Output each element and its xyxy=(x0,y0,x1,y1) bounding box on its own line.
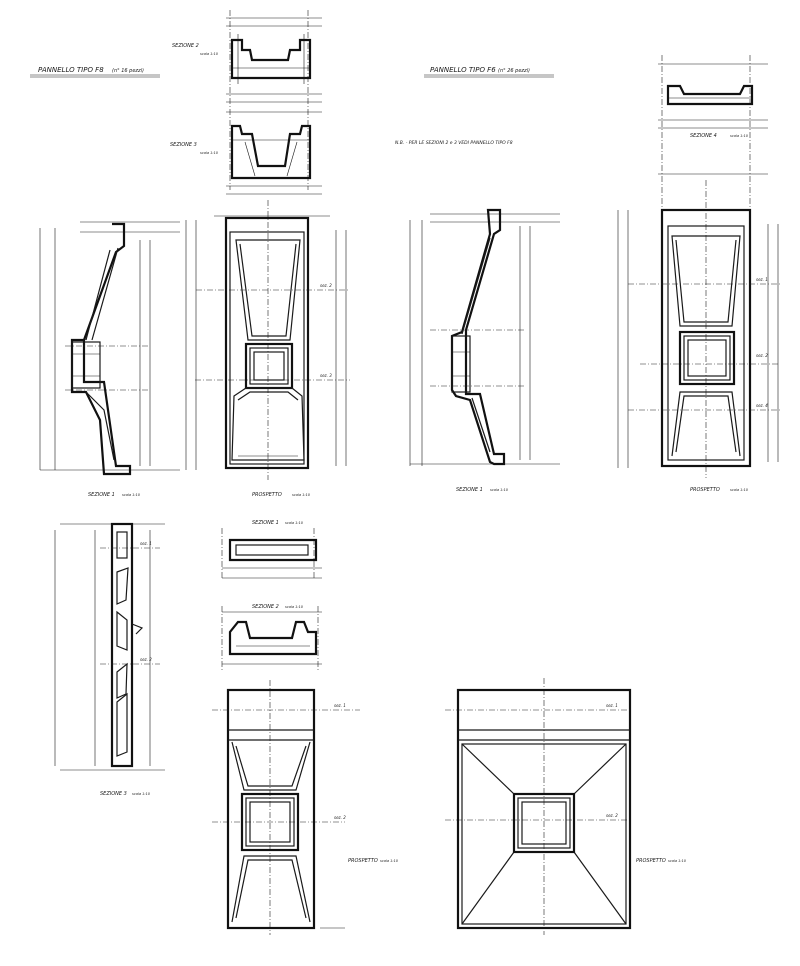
section-mark: sez. 2 xyxy=(334,815,346,820)
section-label: PROSPETTO xyxy=(348,858,378,864)
scale-label: scala 1:10 xyxy=(730,134,748,138)
title-panel-f8 xyxy=(30,66,160,77)
section-2-bottom xyxy=(222,604,322,670)
scale-label: scala 1:10 xyxy=(730,488,748,492)
section-mark: sez. 3 xyxy=(320,373,332,378)
section-label: SEZIONE 1 xyxy=(252,520,279,526)
title-panel-f6 xyxy=(424,66,554,77)
elevation-f8 xyxy=(186,200,350,498)
section-mark: sez. 2 xyxy=(756,353,768,358)
section-1-right xyxy=(410,210,560,493)
elevation-f6 xyxy=(618,180,780,493)
scale-label: scala 1:10 xyxy=(285,521,303,525)
section-label: PROSPETTO xyxy=(690,487,720,493)
nb-note: N.B. - PER LE SEZIONI 2 e 3 VEDI PANNELLO TIPO F8 xyxy=(395,141,513,146)
section-4-top xyxy=(658,55,768,210)
scale-label: scala 1:10 xyxy=(668,859,686,863)
scale-label: scala 1:10 xyxy=(292,493,310,497)
scale-label: scala 1:10 xyxy=(200,151,218,155)
section-label: SEZIONE 3 xyxy=(100,791,127,797)
scale-label: scala 1:10 xyxy=(122,493,140,497)
section-label: SEZIONE 4 xyxy=(690,133,717,139)
section-1-bottom xyxy=(222,520,322,580)
scale-label: scala 1:10 xyxy=(490,488,508,492)
title-text: PANNELLO TIPO F6 xyxy=(430,66,496,74)
section-label: PROSPETTO xyxy=(252,492,282,498)
section-mark: sez. 1 xyxy=(606,703,618,708)
section-label: SEZIONE 2 xyxy=(252,604,279,610)
section-mark: sez. 1 xyxy=(334,703,346,708)
section-3-bottom xyxy=(55,524,165,797)
title-text: PANNELLO TIPO F8 xyxy=(38,66,104,74)
section-mark: sez. 2 xyxy=(320,283,332,288)
elevation-bottom-right xyxy=(445,678,687,935)
section-label: PROSPETTO xyxy=(636,858,666,864)
section-3-top xyxy=(170,112,322,194)
section-mark: sez. 2 xyxy=(606,813,618,818)
section-mark: sez. 2 xyxy=(140,657,152,662)
section-label: SEZIONE 1 xyxy=(88,492,115,498)
elevation-bottom-mid xyxy=(212,680,399,935)
title-note: (n° 26 pezzi) xyxy=(498,68,530,74)
section-mark: sez. 4 xyxy=(756,403,768,408)
scale-label: scala 1:10 xyxy=(200,52,218,56)
section-1-left xyxy=(40,222,180,498)
section-2-top xyxy=(172,10,322,190)
section-label: SEZIONE 2 xyxy=(172,43,199,49)
scale-label: scala 1:10 xyxy=(132,792,150,796)
section-label: SEZIONE 3 xyxy=(170,142,197,148)
section-label: SEZIONE 1 xyxy=(456,487,483,493)
section-mark: sez. 1 xyxy=(140,541,152,546)
title-note: (n° 16 pezzi) xyxy=(112,68,144,74)
scale-label: scala 1:10 xyxy=(380,859,398,863)
section-mark: sez. 1 xyxy=(756,277,768,282)
scale-label: scala 1:10 xyxy=(285,605,303,609)
